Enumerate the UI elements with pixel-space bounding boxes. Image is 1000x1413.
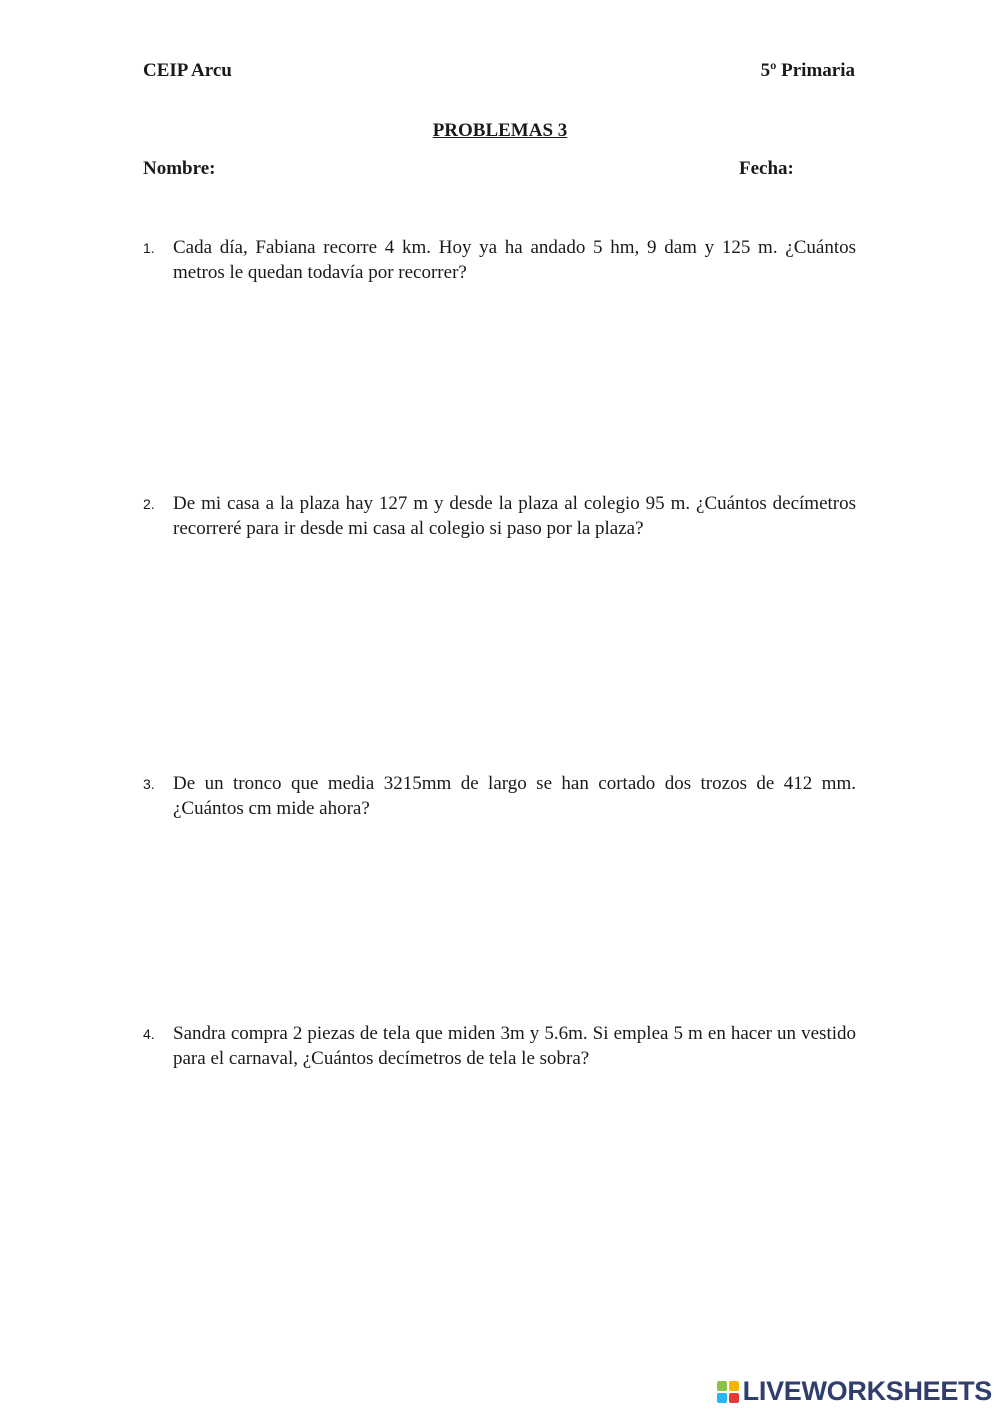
problem-4 (143, 1021, 856, 1071)
problem-text: Sandra compra 2 piezas de tela que miden 3m y 5.6m. Si emplea 5 m en hacer un vestido para el carnaval, ¿Cuántos decímetros de tela le sobra? (173, 1023, 856, 1069)
name-label: Nombre: (143, 158, 216, 179)
problem-number: 4. (143, 1026, 155, 1042)
grade-level: 5º Primaria (760, 60, 855, 81)
problem-text: Cada día, Fabiana recorre 4 km. Hoy ya ha andado 5 hm, 9 dam y 125 m. ¿Cuántos metros le quedan todavía por recorrer? (173, 237, 856, 283)
footer-brand: LIVEWORKSHEETS (742, 1376, 992, 1406)
problem-3 (143, 771, 856, 821)
problem-1 (143, 235, 856, 285)
problem-number: 1. (143, 240, 155, 256)
problem-text: De un tronco que media 3215mm de largo se han cortado dos trozos de 412 mm. ¿Cuántos cm mide ahora? (173, 773, 856, 819)
page-title: PROBLEMAS 3 (432, 120, 568, 141)
problem-text: De mi casa a la plaza hay 127 m y desde la plaza al colegio 95 m. ¿Cuántos decímetros recorreré para ir desde mi casa al colegio si paso por la plaza? (173, 493, 856, 539)
school-name: CEIP Arcu (143, 60, 232, 81)
date-label: Fecha: (739, 158, 794, 179)
footer-logo[interactable] (717, 1376, 992, 1407)
problem-2 (143, 491, 856, 541)
liveworksheets-logo-icon (717, 1381, 739, 1403)
problem-number: 3. (143, 776, 155, 792)
problem-number: 2. (143, 496, 155, 512)
